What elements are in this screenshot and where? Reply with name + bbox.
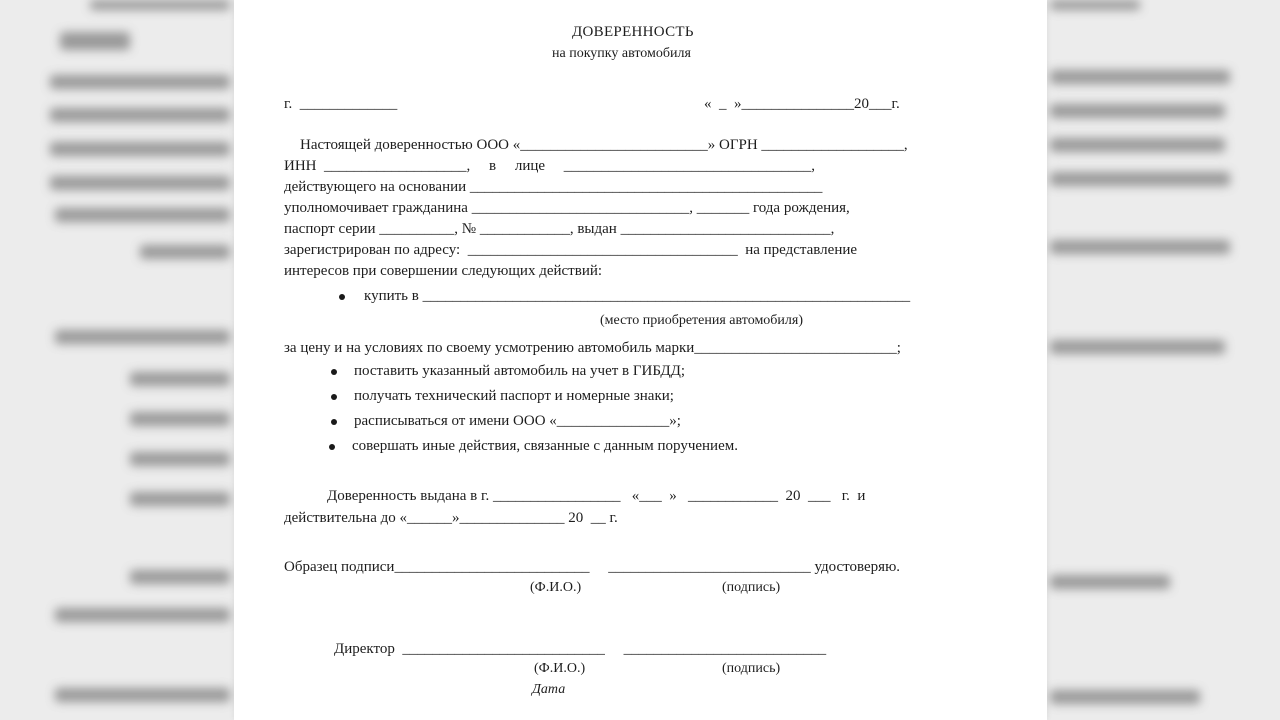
bullet-icon (331, 419, 337, 425)
director-line: Директор ___________________________ ___________________________ (334, 641, 827, 657)
paragraph-line-4: уполномочивает гражданина _____________________________, _______ года рождения, (284, 200, 850, 216)
paragraph-line-7: интересов при совершении следующих действий: (284, 263, 603, 279)
director-fio-label: (Ф.И.О.) (534, 661, 586, 676)
action-item: поставить указанный автомобиль на учет в ГИБДД; (354, 363, 686, 379)
signature-sample-sign-label: (подпись) (722, 580, 781, 595)
action-item: получать технический паспорт и номерные знаки; (354, 388, 674, 404)
signature-sample-fio-label: (Ф.И.О.) (530, 580, 582, 595)
director-date-label: Дата (532, 682, 566, 697)
document-page (234, 0, 1047, 720)
signature-sample-line: Образец подписи__________________________ ___________________________ удостоверяю. (284, 559, 901, 575)
city-field: г. _____________ (284, 96, 398, 112)
bullet-icon (339, 294, 345, 300)
issued-line: Доверенность выдана в г. _________________ «___ » ____________ 20 ___ г. и (327, 488, 866, 504)
bullet-icon (331, 369, 337, 375)
paragraph-line-3: действующего на основании _______________________________________________ (284, 179, 823, 195)
buy-place-hint: (место приобретения автомобиля) (600, 313, 804, 328)
paragraph-line-2: ИНН ___________________, в лице _________________________________, (284, 158, 816, 174)
valid-line: действительна до «______»______________ 20 __ г. (284, 510, 618, 526)
director-sign-label: (подпись) (722, 661, 781, 676)
price-line: за цену и на условиях по своему усмотрению автомобиль марки___________________________; (284, 340, 901, 356)
action-item: расписываться от имени ООО «_______________»; (354, 413, 681, 429)
date-field: « _ »_______________20___г. (704, 96, 900, 112)
paragraph-line-5: паспорт серии __________, № ____________, выдан ____________________________, (284, 221, 835, 237)
action-item: совершать иные действия, связанные с данным поручением. (352, 438, 738, 454)
paragraph-line-1: Настоящей доверенностью ООО «_________________________» ОГРН ___________________, (300, 137, 908, 153)
bullet-icon (329, 444, 335, 450)
buy-item: купить в _________________________________________________________________ (364, 288, 911, 304)
paragraph-line-6: зарегистрирован по адресу: ____________________________________ на представление (284, 242, 858, 258)
document-title: ДОВЕРЕННОСТЬ (572, 24, 694, 40)
bullet-icon (331, 394, 337, 400)
document-subtitle: на покупку автомобиля (552, 46, 691, 61)
